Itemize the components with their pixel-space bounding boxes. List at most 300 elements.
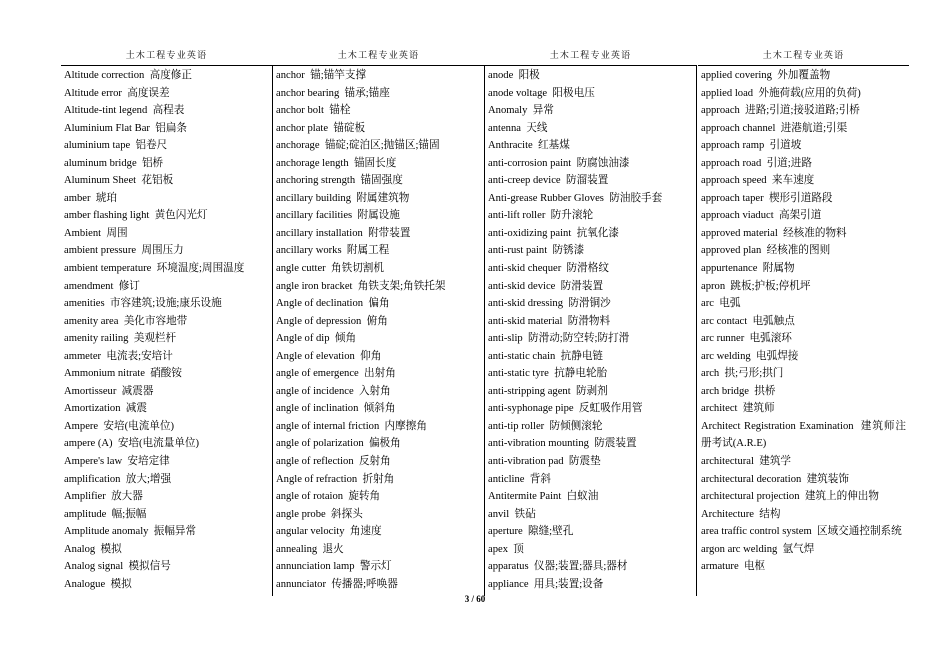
term-english: Angle of depression — [276, 315, 362, 327]
term-chinese: 引道坡 — [769, 140, 802, 152]
term-chinese: 减震器 — [121, 385, 154, 397]
column-divider — [696, 65, 697, 596]
term-chinese: 折射角 — [362, 473, 395, 485]
term-chinese: 引道;进路 — [766, 157, 812, 169]
glossary-entry — [61, 506, 272, 524]
term-chinese: 异常 — [532, 105, 554, 117]
glossary-entry — [485, 348, 696, 366]
term-english: anchorage — [276, 140, 320, 152]
glossary-entry — [273, 383, 484, 401]
glossary-entry — [61, 383, 272, 401]
glossary-entry — [61, 365, 272, 383]
glossary-entry — [61, 67, 272, 85]
term-english: anode voltage — [488, 87, 548, 99]
term-english: annealing — [276, 543, 318, 555]
term-chinese: 减震 — [125, 403, 147, 415]
term-english: Architecture — [701, 508, 754, 520]
term-chinese: 模拟 — [110, 578, 132, 590]
term-chinese: 锚固长度 — [353, 157, 397, 169]
term-chinese: 模拟 — [100, 543, 122, 555]
glossary-entry — [698, 453, 909, 471]
term-english: approach — [701, 105, 740, 117]
glossary-entry — [273, 190, 484, 208]
term-english: amber flashing light — [64, 210, 150, 222]
term-chinese: 锚;锚竿支撑 — [310, 70, 367, 81]
term-chinese: 白蚁油 — [566, 491, 599, 503]
glossary-entry — [485, 295, 696, 313]
glossary-entry — [698, 348, 909, 366]
term-chinese: 阳极 — [518, 70, 540, 81]
term-chinese: 附属物 — [762, 263, 795, 275]
term-english: apex — [488, 543, 508, 555]
glossary-entry — [61, 471, 272, 489]
term-english: architectural decoration — [701, 473, 802, 485]
term-english: Ampere's law — [64, 456, 123, 468]
glossary-entry — [698, 85, 909, 103]
term-chinese: 安培定律 — [127, 456, 170, 468]
term-english: Angle of refraction — [276, 473, 358, 485]
term-english: angle of rotaion — [276, 491, 344, 503]
glossary-entry — [61, 137, 272, 155]
term-chinese: 出射角 — [364, 368, 396, 380]
glossary-entry — [485, 418, 696, 436]
term-chinese: 顶 — [513, 543, 524, 555]
glossary-entry — [698, 558, 909, 576]
term-english: Analogue — [64, 578, 106, 590]
term-chinese: 电弧焊接 — [756, 350, 799, 362]
glossary-entry — [273, 102, 484, 120]
term-chinese: 仰角 — [360, 350, 382, 362]
term-chinese: 附属工程 — [346, 245, 390, 257]
term-chinese: 硝酸铵 — [150, 368, 182, 380]
term-chinese: 锚栓 — [329, 105, 351, 117]
glossary-page — [61, 48, 910, 596]
term-chinese: 高度修正 — [149, 70, 192, 81]
glossary-entry — [273, 207, 484, 225]
glossary-entry — [698, 365, 909, 383]
term-chinese: 附属建筑物 — [356, 192, 410, 204]
glossary-entry — [485, 506, 696, 524]
glossary-entry — [61, 207, 272, 225]
term-chinese: 电枢 — [743, 561, 766, 573]
term-english: Amplitude anomaly — [64, 526, 149, 538]
glossary-entry — [61, 120, 272, 138]
term-english: aluminium tape — [64, 140, 131, 152]
term-english: anode — [488, 70, 514, 81]
glossary-entry — [273, 120, 484, 138]
term-english: anti-static chain — [488, 350, 556, 362]
term-english: anti-static tyre — [488, 368, 549, 380]
glossary-entry — [61, 242, 272, 260]
glossary-entry — [273, 67, 484, 85]
glossary-entry — [61, 330, 272, 348]
glossary-entry — [698, 295, 909, 313]
term-chinese: 抗静电轮胎 — [554, 368, 608, 380]
glossary-entry — [273, 541, 484, 559]
term-chinese: 电流表;安培计 — [106, 350, 173, 362]
term-chinese: 防溜装置 — [565, 175, 609, 187]
term-english: arc runner — [701, 333, 745, 345]
glossary-entry — [61, 400, 272, 418]
glossary-column-2 — [273, 48, 484, 597]
term-chinese: 防滑装置 — [560, 280, 604, 292]
term-chinese: 跳板;护板;停机坪 — [730, 280, 811, 292]
glossary-entry — [273, 313, 484, 331]
term-english: Aluminum Sheet — [64, 175, 137, 187]
term-english: ampere (A) — [64, 438, 113, 450]
glossary-entry — [273, 278, 484, 296]
column-entries — [61, 66, 272, 597]
term-english: arch — [701, 368, 720, 380]
glossary-entry — [485, 102, 696, 120]
term-chinese: 经核准的物料 — [783, 227, 847, 239]
glossary-entry — [485, 488, 696, 506]
term-chinese: 拱桥 — [754, 385, 776, 397]
term-chinese: 氩气焊 — [782, 543, 815, 555]
glossary-entry — [698, 155, 909, 173]
glossary-entry — [698, 418, 909, 453]
glossary-entry — [485, 313, 696, 331]
glossary-entry — [273, 225, 484, 243]
term-chinese: 防滑动;防空转;防打滑 — [528, 333, 630, 345]
term-chinese: 警示灯 — [359, 561, 392, 573]
glossary-entry — [485, 523, 696, 541]
term-chinese: 抗氧化漆 — [576, 227, 619, 239]
glossary-entry — [273, 523, 484, 541]
glossary-entry — [698, 488, 909, 506]
glossary-column-1 — [61, 48, 272, 597]
term-english: appurtenance — [701, 263, 758, 275]
glossary-column-4 — [698, 48, 909, 597]
term-chinese: 防升滚轮 — [550, 210, 594, 222]
term-chinese: 偏极角 — [368, 438, 401, 450]
term-english: angular velocity — [276, 526, 345, 538]
term-chinese: 防滑铜沙 — [568, 298, 611, 310]
term-english: Amplifier — [64, 491, 106, 503]
term-chinese: 进路;引道;接驳道路;引桥 — [745, 105, 860, 117]
term-chinese: 退火 — [322, 543, 344, 555]
glossary-entry — [273, 471, 484, 489]
term-english: apron — [701, 280, 726, 292]
term-chinese: 附带装置 — [368, 227, 411, 239]
glossary-entry — [698, 313, 909, 331]
term-chinese: 阳极电压 — [552, 87, 595, 99]
term-chinese: 建筑师注册考试(A.R.E) — [701, 420, 907, 450]
column-header: 土木工程专业英语 — [485, 48, 696, 66]
glossary-entry — [485, 435, 696, 453]
page-number: 3 / 60 — [464, 594, 486, 604]
term-english: Amortization — [64, 403, 121, 415]
glossary-entry — [698, 242, 909, 260]
glossary-entry — [485, 85, 696, 103]
term-english: ancillary installation — [276, 227, 363, 239]
term-english: anti-vibration pad — [488, 456, 564, 468]
glossary-column-3 — [485, 48, 696, 597]
glossary-entry — [485, 400, 696, 418]
term-chinese: 楔形引道路段 — [768, 192, 833, 204]
term-chinese: 用具;装置;设备 — [533, 578, 604, 590]
glossary-entry — [698, 190, 909, 208]
term-chinese: 高架引道 — [778, 210, 822, 222]
term-chinese: 修订 — [118, 280, 140, 292]
term-english: Altitude error — [64, 87, 122, 99]
glossary-entry — [273, 435, 484, 453]
term-english: Altitude correction — [64, 70, 145, 81]
term-chinese: 红基煤 — [538, 140, 570, 152]
glossary-entry — [61, 348, 272, 366]
glossary-entry — [485, 260, 696, 278]
term-english: angle of polarization — [276, 438, 364, 450]
term-english: amplification — [64, 473, 121, 485]
glossary-entry — [61, 523, 272, 541]
term-english: anti-rust paint — [488, 245, 548, 257]
term-english: apparatus — [488, 561, 529, 573]
glossary-entry — [485, 330, 696, 348]
term-chinese: 内摩擦角 — [384, 420, 427, 432]
term-chinese: 来车速度 — [771, 175, 815, 187]
glossary-entry — [61, 278, 272, 296]
term-chinese: 仪器;装置;器具;器材 — [533, 561, 628, 573]
term-english: approved plan — [701, 245, 762, 257]
glossary-entry — [61, 313, 272, 331]
glossary-entry — [61, 190, 272, 208]
glossary-entry — [485, 278, 696, 296]
glossary-entry — [61, 85, 272, 103]
term-chinese: 锚承;锚座 — [344, 87, 390, 99]
glossary-entry — [273, 558, 484, 576]
term-english: angle of emergence — [276, 368, 359, 380]
term-english: Ammonium nitrate — [64, 368, 145, 380]
term-chinese: 建筑上的伸出物 — [804, 491, 879, 503]
glossary-entry — [273, 365, 484, 383]
term-english: Anomaly — [488, 105, 528, 117]
column-entries — [485, 66, 696, 597]
term-english: anti-lift roller — [488, 210, 546, 222]
glossary-entry — [485, 207, 696, 225]
column-header: 土木工程专业英语 — [61, 48, 272, 66]
term-chinese: 锚固强度 — [360, 175, 403, 187]
term-english: approach road — [701, 157, 762, 169]
term-english: angle of incidence — [276, 385, 354, 397]
term-chinese: 经核准的图则 — [766, 245, 831, 257]
glossary-entry — [485, 137, 696, 155]
term-english: architectural projection — [701, 491, 800, 503]
glossary-entry — [485, 383, 696, 401]
term-chinese: 美化市容地带 — [123, 315, 188, 327]
glossary-entry — [698, 541, 909, 559]
term-chinese: 结构 — [759, 508, 781, 520]
glossary-entry — [485, 242, 696, 260]
glossary-entry — [273, 330, 484, 348]
term-english: ancillary facilities — [276, 210, 353, 222]
term-english: anticline — [488, 473, 525, 485]
column-header: 土木工程专业英语 — [273, 48, 484, 66]
term-chinese: 建筑学 — [759, 456, 792, 468]
term-chinese: 建筑师 — [742, 403, 775, 415]
glossary-entry — [698, 471, 909, 489]
term-english: anti-corrosion paint — [488, 157, 572, 169]
glossary-entry — [485, 365, 696, 383]
term-chinese: 防倾侧滚轮 — [549, 420, 603, 432]
term-chinese: 放大器 — [111, 491, 143, 503]
term-chinese: 振幅异常 — [153, 526, 197, 538]
term-english: angle iron bracket — [276, 280, 353, 292]
term-english: ambient pressure — [64, 245, 137, 257]
term-english: approach ramp — [701, 140, 765, 152]
term-chinese: 旋转角 — [348, 491, 381, 503]
term-english: Amortisseur — [64, 385, 117, 397]
term-chinese: 拱;弓形;拱门 — [724, 368, 784, 380]
term-english: Altitude-tint legend — [64, 105, 148, 117]
glossary-entry — [698, 120, 909, 138]
glossary-entry — [698, 278, 909, 296]
glossary-entry — [698, 172, 909, 190]
term-english: Angle of dip — [276, 333, 330, 345]
term-chinese: 美观栏杆 — [133, 333, 177, 345]
glossary-entry — [485, 225, 696, 243]
term-english: amenities — [64, 298, 105, 310]
term-english: aluminum bridge — [64, 157, 137, 169]
term-chinese: 铝桥 — [141, 157, 164, 169]
term-chinese: 反虹吸作用管 — [578, 403, 643, 415]
glossary-entry — [485, 558, 696, 576]
glossary-entry — [61, 102, 272, 120]
term-english: annunciator — [276, 578, 327, 590]
term-chinese: 防震装置 — [594, 438, 637, 450]
term-english: Antitermite Paint — [488, 491, 562, 503]
term-english: antenna — [488, 122, 521, 134]
glossary-entry — [273, 506, 484, 524]
term-chinese: 防剥剂 — [575, 385, 608, 397]
glossary-entry — [61, 260, 272, 278]
term-english: amber — [64, 192, 91, 204]
term-chinese: 倾斜角 — [363, 403, 396, 415]
term-english: arch bridge — [701, 385, 749, 397]
term-chinese: 锚碇板 — [333, 122, 366, 134]
term-chinese: 模拟信号 — [128, 561, 171, 573]
glossary-entry — [273, 418, 484, 436]
column-header: 土木工程专业英语 — [698, 48, 909, 66]
glossary-entry — [698, 137, 909, 155]
term-chinese: 传播器;呼唤器 — [331, 578, 398, 590]
term-english: anchor — [276, 70, 305, 81]
term-english: architectural — [701, 456, 754, 468]
term-english: anvil — [488, 508, 510, 520]
glossary-entry — [273, 260, 484, 278]
glossary-entry — [485, 67, 696, 85]
term-chinese: 倾角 — [334, 333, 357, 345]
glossary-entry — [273, 488, 484, 506]
glossary-entry — [273, 155, 484, 173]
term-english: applied covering — [701, 70, 772, 81]
term-english: ambient temperature — [64, 263, 152, 275]
term-chinese: 放大;增强 — [125, 473, 172, 485]
term-english: angle probe — [276, 508, 326, 520]
glossary-entry — [698, 260, 909, 278]
term-chinese: 安培(电流单位) — [103, 420, 175, 432]
term-english: anti-skid dressing — [488, 298, 564, 310]
term-english: anti-slip — [488, 333, 523, 345]
term-chinese: 周围压力 — [141, 245, 184, 257]
term-english: approved material — [701, 227, 778, 239]
term-english: anti-skid device — [488, 280, 556, 292]
glossary-entry — [61, 172, 272, 190]
term-english: arc — [701, 298, 714, 310]
glossary-entry — [485, 172, 696, 190]
term-chinese: 防油胶手套 — [609, 192, 663, 204]
term-english: ammeter — [64, 350, 102, 362]
term-chinese: 俯角 — [366, 315, 388, 327]
glossary-entry — [61, 418, 272, 436]
term-chinese: 斜探头 — [331, 508, 363, 520]
glossary-entry — [698, 523, 909, 541]
term-chinese: 抗静电链 — [560, 350, 604, 362]
term-english: annunciation lamp — [276, 561, 355, 573]
term-chinese: 防滑格纹 — [566, 263, 609, 275]
term-chinese: 电弧滚环 — [749, 333, 792, 345]
glossary-entry — [698, 67, 909, 85]
term-chinese: 天线 — [526, 122, 548, 134]
term-english: approach channel — [701, 122, 776, 134]
term-english: Ambient — [64, 227, 102, 239]
term-english: arc contact — [701, 315, 748, 327]
term-english: Aluminium Flat Bar — [64, 122, 150, 134]
glossary-entry — [61, 435, 272, 453]
term-english: anti-skid chequer — [488, 263, 562, 275]
term-chinese: 市容建筑;设施;康乐设施 — [109, 298, 222, 310]
column-entries — [698, 66, 909, 597]
term-chinese: 电弧触点 — [752, 315, 795, 327]
term-english: amenity railing — [64, 333, 129, 345]
term-english: approach viaduct — [701, 210, 774, 222]
term-english: area traffic control system — [701, 526, 812, 538]
glossary-entry — [273, 576, 484, 594]
term-english: Angle of elevation — [276, 350, 355, 362]
term-english: ancillary works — [276, 245, 342, 257]
term-english: appliance — [488, 578, 529, 590]
glossary-entry — [273, 137, 484, 155]
term-chinese: 角速度 — [349, 526, 382, 538]
term-english: angle of internal friction — [276, 420, 380, 432]
term-chinese: 花铝板 — [141, 175, 174, 187]
glossary-entry — [273, 172, 484, 190]
term-english: applied load — [701, 87, 754, 99]
term-english: anti-vibration mounting — [488, 438, 589, 450]
term-chinese: 外加覆盖物 — [777, 70, 831, 81]
term-english: anchor bearing — [276, 87, 340, 99]
term-chinese: 入射角 — [358, 385, 391, 397]
term-english: anti-tip roller — [488, 420, 545, 432]
term-english: arc welding — [701, 350, 751, 362]
glossary-entry — [698, 383, 909, 401]
glossary-entry — [61, 155, 272, 173]
term-english: approach speed — [701, 175, 767, 187]
term-english: Architect Registration Examination — [701, 420, 854, 432]
term-chinese: 角铁切割机 — [331, 263, 384, 275]
glossary-entry — [61, 576, 272, 594]
term-chinese: 防腐蚀油漆 — [576, 157, 630, 169]
glossary-entry — [61, 453, 272, 471]
term-english: angle cutter — [276, 263, 326, 275]
glossary-entry — [485, 453, 696, 471]
glossary-entry — [61, 225, 272, 243]
term-english: anti-creep device — [488, 175, 561, 187]
glossary-entry — [485, 471, 696, 489]
glossary-entry — [273, 453, 484, 471]
term-english: argon arc welding — [701, 543, 778, 555]
column-entries — [273, 66, 484, 597]
term-english: anti-oxidizing paint — [488, 227, 572, 239]
